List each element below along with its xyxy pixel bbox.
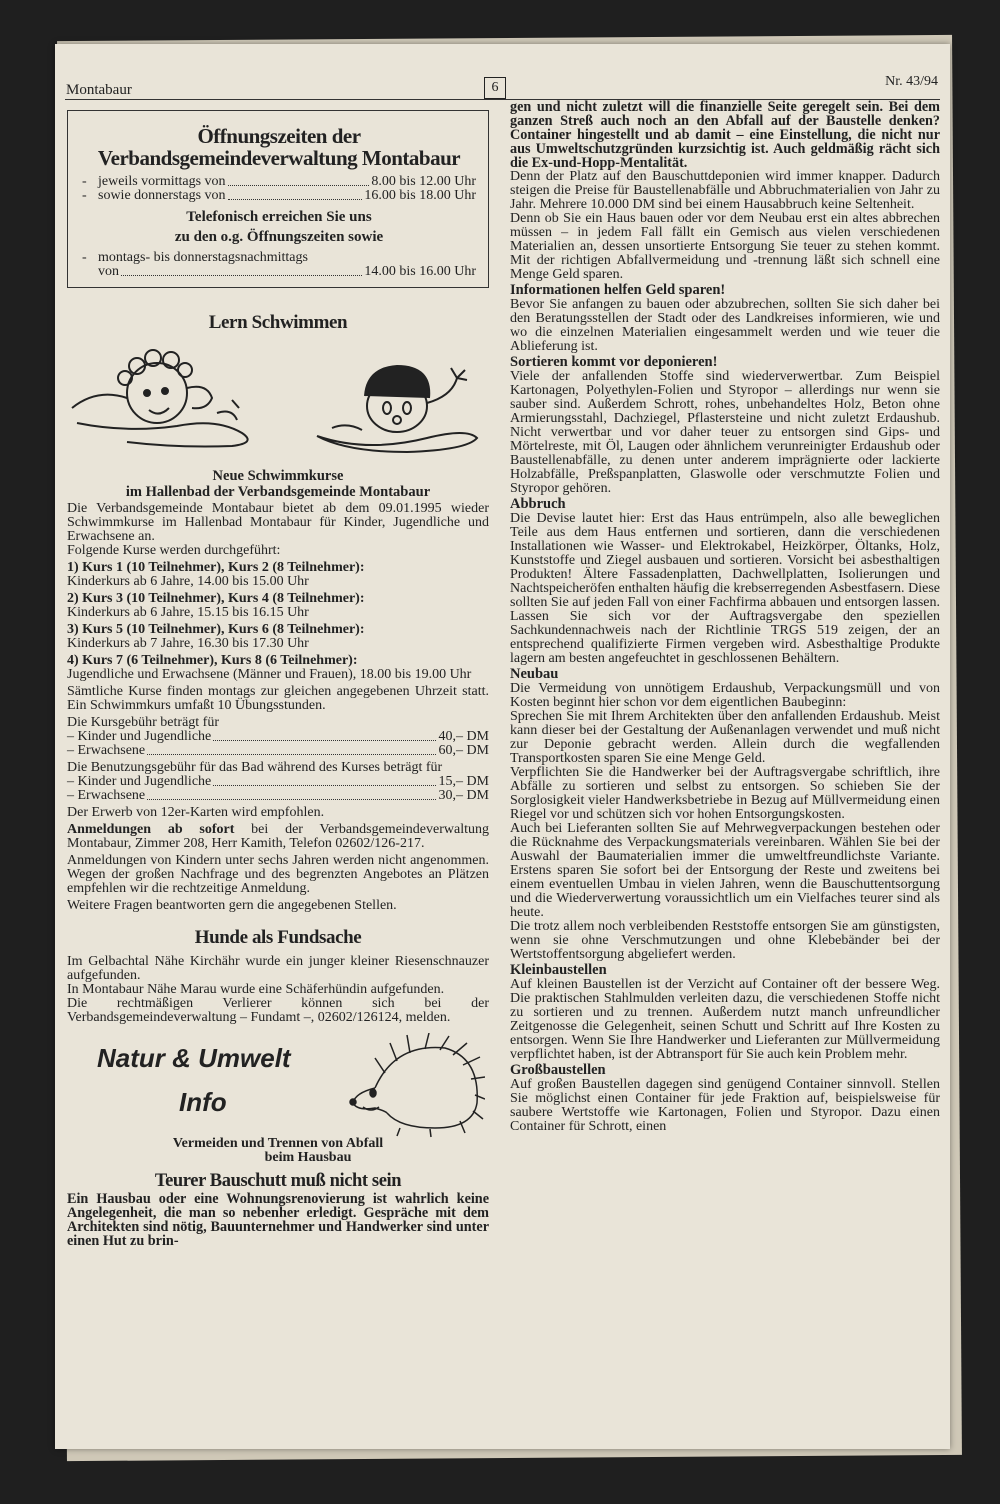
article-paragraph: Bevor Sie anfangen zu bauen oder abzubrechen, sollten Sie sich daher bei den Beratungsstellen der Stadt oder des Landkreises informieren, wie und wo die einzelnen Materialien eingesammelt werden und wie teuer die Ablieferung ist. <box>510 297 940 354</box>
article-subheading: Informationen helfen Geld sparen! <box>510 282 726 298</box>
course-detail: Kinderkurs ab 6 Jahre, 15.15 bis 16.15 Uhr <box>67 605 309 620</box>
hedgehog-icon <box>345 1033 485 1138</box>
dogs-paragraph: Die rechtmäßigen Verlierer können sich bei der Verbandsgemeindeverwaltung – Fundamt –, 02602/126124, melden. <box>67 996 489 1025</box>
fee-heading: Die Kursgebühr beträgt für <box>67 715 220 730</box>
article-subheading: Sortieren kommt vor deponieren! <box>510 354 718 370</box>
natur-lead: Ein Hausbau oder eine Wohnungsrenovierung ist wahrlich keine Angelegenheit, die man so nebenher erledigt. Gespräche mit dem Architekten sind nötig, Bauunternehmer und Handwerker sind unter einen Hut zu brin- <box>67 1191 489 1249</box>
logo-text: Info <box>179 1087 227 1117</box>
article-paragraph: Denn der Platz auf den Bauschuttdeponien wird immer knapper. Dadurch steigen die Preise für Baustellenabfälle und Abbruchmaterialien von Jahr zu Jahr. Mehrere 10.000 DM sind bei einem Hausabbruch keine Seltenheit. <box>510 169 940 212</box>
dogs-heading: Hunde als Fundsache <box>194 927 362 948</box>
issue-number: Nr. 43/94 <box>885 74 938 89</box>
course-heading: 3) Kurs 5 (10 Teilnehmer), Kurs 6 (8 Teilnehmer): <box>67 622 365 637</box>
swim-intro: Folgende Kurse werden durchgeführt: <box>67 543 281 558</box>
article-subheading: Neubau <box>510 666 559 682</box>
article-paragraph: Die trotz allem noch verbleibenden Reststoffe entsorgen Sie am günstigsten, wenn sie ohne Verschmutzungen und ohne Klebebänder bei der Wertstoffentsorgung abgeliefert werden. <box>510 919 940 962</box>
article-paragraph: Viele der anfallenden Stoffe sind wiederverwertbar. Zum Beispiel Kartonagen, Polyethylen-Folien und Styropor – allerdings nur wenn sie sauber sind. Außerdem Schrott, rohes, unbehandeltes Holz, Beton ohne Armierungsstahl, Dachziegel, Pflastersteine und nicht zuletzt Erdaushub. Nicht verwertbar und vor daher teuer zu entsorgen sind Gips- und Mörtelreste, mit Öl, Laugen oder ähnlichem verunreinigter Erdaushub oder Baustellenabfälle, zu denen unter anderem imprägnierte oder lackierte Holzabfälle, Preßspanplatten, Glaswolle oder verschmutzte Folien und Styropor gehören. <box>510 369 940 496</box>
article-paragraph: Denn ob Sie ein Haus bauen oder vor dem Neubau erst ein altes abbrechen müssen – in jedem Fall fällt ein Gemisch aus vielen verschiedenen Materialien an, dessen unsortierte Entsorgung Sie teuer zu stehen kommt. Mit der richtigen Abfallvermeidung und -trennung läßt sich schnell eine Menge Geld sparen. <box>510 211 940 282</box>
article-paragraph: Auf großen Baustellen dagegen sind genügend Container sinnvoll. Stellen Sie möglichst einen Container für jede Fraktion auf, beispielsweise für saubere Wertstoffe wie Kartonagen, Folien und Styropor. Dazu einen Container für Schrott, einen <box>510 1077 940 1134</box>
usage-fee-heading: Die Benutzungsgebühr für das Bad während des Kurses beträgt für <box>67 760 443 775</box>
course-detail: Jugendliche und Erwachsene (Männer und Frauen), 18.00 bis 19.00 Uhr <box>67 667 472 682</box>
natur-subheading: beim Hausbau <box>264 1150 352 1165</box>
article-paragraph: Sprechen Sie mit Ihrem Architekten über den anfallenden Erdaushub. Meist kann dieser bei der Gestaltung der Außenanlagen verwendet und muß nicht zur Deponie gebracht werden. Allein durch die wegfallenden Transportkosten sparen Sie eine Menge Geld. <box>510 709 940 766</box>
article-lead-continued: gen und nicht zuletzt will die finanzielle Seite geregelt sein. Bei dem ganzen Streß auch noch an den Abfall auf der Baustelle denken? Container hingestellt und ab damit – eine Einstellung, die nicht nur aus Umweltschutzgründen kurzsichtig ist. Auch geldmäßig rächt sich die Ex-und-Hopp-Mentalität. <box>510 99 940 171</box>
logo-text: Natur & Umwelt <box>97 1043 291 1073</box>
article-subheading: Abbruch <box>510 496 566 512</box>
fee-row: – Erwachsene 30,– DM <box>67 788 489 803</box>
fee-row: – Kinder und Jugendliche 15,– DM <box>67 774 489 789</box>
course-heading: 4) Kurs 7 (6 Teilnehmer), Kurs 8 (6 Teilnehmer): <box>67 653 358 668</box>
swimmers-drawing <box>67 338 489 456</box>
registration-note: Anmeldungen ab sofort bei der Verbandsgemeindeverwaltung Montabaur, Zimmer 208, Herr Kamith, Telefon 02602/126-217. <box>67 822 489 851</box>
article-paragraph: Die Devise lautet hier: Erst das Haus entrümpeln, also alle beweglichen Teile aus dem Haus entfernen und sortieren, dann die verschiedenen Installationen wie Wasser- und Elektrokabel, Heizkörper, Öltanks, Holz, Kunststoffe und Ziegel ausbauen und sortieren. Vorsicht bei asbesthaltigen Produkten! Ältere Fassadenplatten, Dachwellplatten, Isolierungen und Nachtspeicheröfen enthalten häufig die krebserregenden Asbestfasern. Diese sollten Sie auf jeden Fall von einer Fachfirma abbauen und entsorgen lassen. Lassen Sie sich vor der Auftragsvergabe den speziellen Sachkundennachweis nach der Richtlinie TRGS 519 zeigen, der an entsprechend qualifizierte Firmen vergeben wird. Asbesthaltige Produkte lagern am besten angefeuchtet in geschlossenen Behältern. <box>510 511 940 666</box>
article-subheading: Kleinbaustellen <box>510 962 607 978</box>
swim-intro: Die Verbandsgemeinde Montabaur bietet ab dem 09.01.1995 wieder Schwimmkurse im Hallenbad Montabaur für Kinder, Jugendliche und Erwachsene an. <box>67 501 489 544</box>
fee-row: – Kinder und Jugendliche 40,– DM <box>67 729 489 744</box>
course-heading: 1) Kurs 1 (10 Teilnehmer), Kurs 2 (8 Teilnehmer): <box>67 560 365 575</box>
left-column <box>67 106 489 1248</box>
article-paragraph: Die Vermeidung von unnötigem Erdaushub, Verpackungsmüll und von Kosten beginnt hier schon vor dem eigentlichen Baubeginn: <box>510 681 940 710</box>
phone-note: Telefonisch erreichen Sie uns <box>186 209 372 225</box>
article-paragraph: Verpflichten Sie die Handwerker bei der Auftragsvergabe schriftlich, ihre Abfälle zu sortieren und selbst zu entsorgen. So schieben Sie der Sorglosigkeit vieler Handwerksbetriebe in Bezug auf Müllvermeidung einen Riegel vor und schützen sich vor hohen Entsorgungskosten. <box>510 765 940 822</box>
phone-note: zu den o.g. Öffnungszeiten sowie <box>174 229 384 245</box>
swim-subheading: im Hallenbad der Verbandsgemeinde Montabaur <box>125 484 431 500</box>
office-hours-row: - sowie donnerstags von 16.00 bis 18.00 Uhr <box>82 188 476 203</box>
office-hours-row: von 14.00 bis 16.00 Uhr <box>98 264 476 279</box>
article-paragraph: Auch bei Lieferanten sollten Sie auf Mehrwegverpackungen bestehen oder die Rücknahme des Verpackungsmaterials vereinbaren. Wählen Sie bei der Auswahl der Baumaterialien immer die umweltfreundlichste Variante. Erstens sparen Sie sofort bei der Entsorgung der Reste und zweitens bei einem eventuellen Umbau in vielen Jahren, wenn die Bauschuttentsorgung und die Wiederverwertung voraussichtlich um ein Vielfaches teurer sind als heute. <box>510 821 940 920</box>
natur-subheading: Vermeiden und Trennen von Abfall <box>172 1136 384 1151</box>
ticket-note: Der Erwerb von 12er-Karten wird empfohlen. <box>67 805 325 820</box>
questions-note: Weitere Fragen beantworten gern die angegebenen Stellen. <box>67 898 397 913</box>
dogs-paragraph: In Montabaur Nähe Marau wurde eine Schäferhündin aufgefunden. <box>67 982 445 997</box>
page-number: 6 <box>484 77 506 99</box>
office-hours-row: - jeweils vormittags von 8.00 bis 12.00 Uhr <box>82 174 476 189</box>
swim-heading: Lern Schwimmen <box>208 312 348 333</box>
natur-title: Teurer Bauschutt muß nicht sein <box>154 1171 402 1191</box>
right-column <box>510 100 940 1134</box>
swim-subheading: Neue Schwimmkurse <box>212 468 344 484</box>
dogs-paragraph: Im Gelbachtal Nähe Kirchähr wurde ein junger kleiner Riesenschnauzer aufgefunden. <box>67 954 489 983</box>
article-paragraph: Auf kleinen Baustellen ist der Verzicht auf Container oft der bessere Weg. Die praktischen Stahlmulden verleiten dazu, die verschiedenen Stoffe nicht zu sortieren und zu trennen. Außerdem nutzt manch unfreundlicher Zeitgenosse die Gelegenheit, seinen Schutt und Schritt auf Ihre Kosten zu entsorgen. Wenn Sie Ihre Handwerker und Lieferanten zur Müllvermeidung verpflichtet haben, ist der Abtransport für Sie auch kein Problem mehr. <box>510 977 940 1062</box>
article-subheading: Großbaustellen <box>510 1062 606 1078</box>
office-hours-row: - montags- bis donnerstagsnachmittags <box>82 250 308 265</box>
course-detail: Kinderkurs ab 6 Jahre, 14.00 bis 15.00 Uhr <box>67 574 309 589</box>
children-note: Anmeldungen von Kindern unter sechs Jahren werden nicht angenommen. Wegen der großen Nachfrage und des begrenzten Angebotes an Plätzen empfehlen wir die rechtzeitige Anmeldung. <box>67 853 489 896</box>
office-hours-box <box>67 110 489 288</box>
newspaper-page <box>55 44 950 1449</box>
natur-umwelt-logo <box>67 1033 489 1145</box>
course-schedule-note: Sämtliche Kurse finden montags zur gleichen angegebenen Uhrzeit statt. Ein Schwimmkurs umfaßt 10 Übungsstunden. <box>67 684 489 713</box>
header-place: Montabaur <box>66 82 132 98</box>
office-hours-title: Öffnungszeiten der Verbandsgemeindeverwaltung Montabaur <box>97 124 461 170</box>
course-heading: 2) Kurs 3 (10 Teilnehmer), Kurs 4 (8 Teilnehmer): <box>67 591 365 606</box>
swimming-kids-illustration <box>67 338 489 456</box>
fee-row: – Erwachsene 60,– DM <box>67 743 489 758</box>
course-detail: Kinderkurs ab 7 Jahre, 16.30 bis 17.30 Uhr <box>67 636 309 651</box>
